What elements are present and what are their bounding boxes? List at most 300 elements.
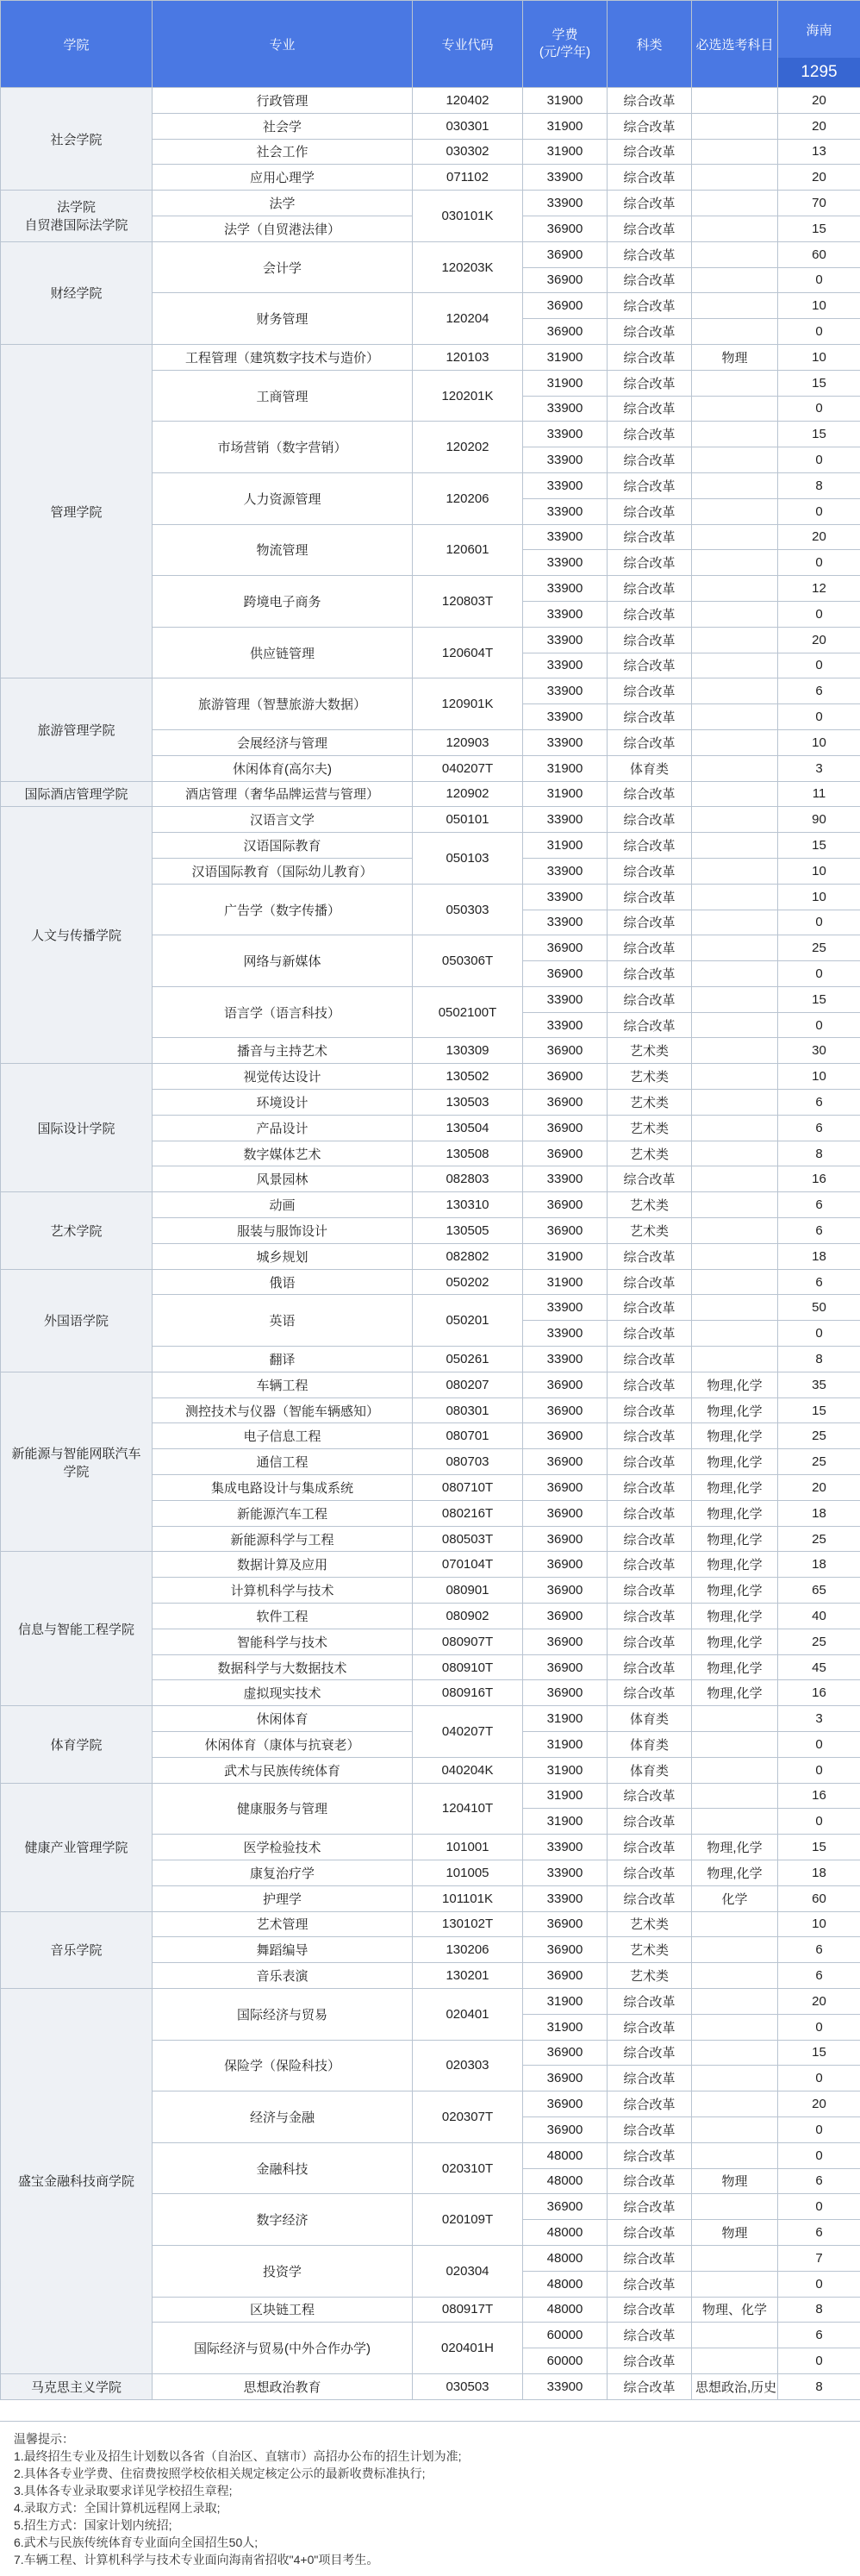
cell-quota: 11 bbox=[778, 781, 860, 807]
cell-required-subjects: 物理,化学 bbox=[692, 1835, 778, 1860]
cell-code: 050202 bbox=[413, 1269, 523, 1295]
cell-fee: 36900 bbox=[523, 961, 608, 987]
notes-panel bbox=[0, 2421, 860, 2576]
cell-category: 综合改革 bbox=[608, 1347, 692, 1372]
cell-required-subjects bbox=[692, 550, 778, 576]
cell-fee: 36900 bbox=[523, 1911, 608, 1937]
cell-required-subjects bbox=[692, 1937, 778, 1963]
cell-required-subjects bbox=[692, 1963, 778, 1989]
cell-quota: 0 bbox=[778, 2116, 860, 2142]
cell-required-subjects bbox=[692, 370, 778, 396]
cell-code: 050306T bbox=[413, 935, 523, 987]
cell-code: 020310T bbox=[413, 2142, 523, 2194]
cell-required-subjects bbox=[692, 498, 778, 524]
cell-quota: 0 bbox=[778, 498, 860, 524]
cell-category: 综合改革 bbox=[608, 191, 692, 216]
cell-quota: 18 bbox=[778, 1500, 860, 1526]
cell-fee: 36900 bbox=[523, 1526, 608, 1552]
cell-code: 0502100T bbox=[413, 986, 523, 1038]
cell-quota: 15 bbox=[778, 216, 860, 241]
cell-major: 数字媒体艺术 bbox=[153, 1141, 413, 1166]
cell-fee: 48000 bbox=[523, 2142, 608, 2168]
cell-quota: 6 bbox=[778, 2220, 860, 2246]
cell-category: 综合改革 bbox=[608, 704, 692, 730]
cell-quota: 6 bbox=[778, 678, 860, 704]
cell-category: 综合改革 bbox=[608, 2323, 692, 2348]
table-row bbox=[1, 1552, 860, 1578]
cell-required-subjects bbox=[692, 472, 778, 498]
cell-quota: 6 bbox=[778, 1269, 860, 1295]
cell-fee: 31900 bbox=[523, 1809, 608, 1835]
cell-category: 综合改革 bbox=[608, 601, 692, 627]
cell-code: 080917T bbox=[413, 2297, 523, 2323]
cell-code: 020109T bbox=[413, 2194, 523, 2246]
cell-major: 虚拟现实技术 bbox=[153, 1680, 413, 1706]
cell-quota: 13 bbox=[778, 139, 860, 165]
note-line: 2.具体各专业学费、住宿费按照学校依相关规定核定公示的最新收费标准执行; bbox=[14, 2467, 426, 2480]
cell-required-subjects bbox=[692, 1064, 778, 1090]
cell-quota: 15 bbox=[778, 2040, 860, 2066]
cell-fee: 33900 bbox=[523, 1885, 608, 1911]
table-row bbox=[1, 781, 860, 807]
cell-fee: 36900 bbox=[523, 1475, 608, 1501]
cell-fee: 36900 bbox=[523, 1604, 608, 1629]
cell-code: 130102T bbox=[413, 1911, 523, 1937]
cell-required-subjects bbox=[692, 781, 778, 807]
cell-category: 综合改革 bbox=[608, 1243, 692, 1269]
cell-required-subjects bbox=[692, 1347, 778, 1372]
cell-fee: 33900 bbox=[523, 524, 608, 550]
cell-code: 120402 bbox=[413, 88, 523, 114]
cell-required-subjects: 物理,化学 bbox=[692, 1552, 778, 1578]
cell-code: 080503T bbox=[413, 1526, 523, 1552]
cell-quota: 0 bbox=[778, 2142, 860, 2168]
cell-quota: 0 bbox=[778, 319, 860, 345]
cell-quota: 40 bbox=[778, 1604, 860, 1629]
cell-fee: 33900 bbox=[523, 550, 608, 576]
header-category: 科类 bbox=[608, 1, 692, 88]
cell-category: 综合改革 bbox=[608, 576, 692, 602]
cell-college: 国际设计学院 bbox=[1, 1064, 153, 1192]
cell-required-subjects bbox=[692, 216, 778, 241]
cell-code: 130309 bbox=[413, 1038, 523, 1064]
cell-fee: 36900 bbox=[523, 1372, 608, 1397]
cell-quota: 0 bbox=[778, 704, 860, 730]
cell-code: 050201 bbox=[413, 1295, 523, 1347]
cell-major: 跨境电子商务 bbox=[153, 576, 413, 628]
cell-required-subjects bbox=[692, 2194, 778, 2220]
cell-fee: 36900 bbox=[523, 1552, 608, 1578]
cell-category: 综合改革 bbox=[608, 139, 692, 165]
cell-quota: 12 bbox=[778, 576, 860, 602]
cell-fee: 33900 bbox=[523, 601, 608, 627]
cell-quota: 6 bbox=[778, 2323, 860, 2348]
cell-quota: 0 bbox=[778, 2014, 860, 2040]
cell-major: 新能源汽车工程 bbox=[153, 1500, 413, 1526]
cell-quota: 8 bbox=[778, 2297, 860, 2323]
cell-category: 综合改革 bbox=[608, 1835, 692, 1860]
cell-category: 综合改革 bbox=[608, 884, 692, 910]
cell-fee: 48000 bbox=[523, 2168, 608, 2194]
cell-category: 综合改革 bbox=[608, 1783, 692, 1809]
cell-required-subjects: 物理,化学 bbox=[692, 1629, 778, 1654]
table-body bbox=[1, 88, 860, 2400]
cell-required-subjects bbox=[692, 910, 778, 935]
cell-quota: 7 bbox=[778, 2245, 860, 2271]
cell-quota: 10 bbox=[778, 729, 860, 755]
cell-college: 社会学院 bbox=[1, 88, 153, 191]
cell-major: 数字经济 bbox=[153, 2194, 413, 2246]
cell-code: 120902 bbox=[413, 781, 523, 807]
cell-category: 体育类 bbox=[608, 1706, 692, 1732]
cell-fee: 36900 bbox=[523, 2040, 608, 2066]
cell-fee: 33900 bbox=[523, 498, 608, 524]
cell-code: 050303 bbox=[413, 884, 523, 935]
cell-college: 管理学院 bbox=[1, 344, 153, 678]
cell-category: 综合改革 bbox=[608, 1269, 692, 1295]
cell-fee: 36900 bbox=[523, 1090, 608, 1116]
cell-required-subjects bbox=[692, 2142, 778, 2168]
cell-category: 综合改革 bbox=[608, 986, 692, 1012]
cell-category: 综合改革 bbox=[608, 165, 692, 191]
cell-quota: 25 bbox=[778, 1423, 860, 1449]
cell-fee: 33900 bbox=[523, 910, 608, 935]
cell-fee: 33900 bbox=[523, 884, 608, 910]
cell-code: 130504 bbox=[413, 1115, 523, 1141]
cell-major: 广告学（数字传播） bbox=[153, 884, 413, 935]
cell-college: 新能源与智能网联汽车 学院 bbox=[1, 1372, 153, 1552]
cell-fee: 36900 bbox=[523, 2116, 608, 2142]
cell-required-subjects bbox=[692, 1115, 778, 1141]
cell-required-subjects bbox=[692, 1192, 778, 1218]
cell-college: 信息与智能工程学院 bbox=[1, 1552, 153, 1706]
cell-fee: 33900 bbox=[523, 472, 608, 498]
cell-quota: 6 bbox=[778, 1192, 860, 1218]
cell-major: 投资学 bbox=[153, 2245, 413, 2297]
cell-fee: 33900 bbox=[523, 807, 608, 833]
cell-code: 130310 bbox=[413, 1192, 523, 1218]
cell-fee: 33900 bbox=[523, 576, 608, 602]
cell-code: 120903 bbox=[413, 729, 523, 755]
notes-list bbox=[14, 2430, 846, 2568]
cell-major: 环境设计 bbox=[153, 1090, 413, 1116]
cell-category: 综合改革 bbox=[608, 2348, 692, 2374]
cell-code: 070104T bbox=[413, 1552, 523, 1578]
note-line: 5.招生方式：国家计划内统招; bbox=[14, 2518, 172, 2532]
cell-fee: 31900 bbox=[523, 1732, 608, 1758]
table-row bbox=[1, 2373, 860, 2399]
cell-fee: 31900 bbox=[523, 781, 608, 807]
cell-quota: 0 bbox=[778, 1012, 860, 1038]
cell-required-subjects bbox=[692, 833, 778, 859]
cell-quota: 6 bbox=[778, 1963, 860, 1989]
cell-code: 020307T bbox=[413, 2091, 523, 2143]
cell-code: 050101 bbox=[413, 807, 523, 833]
cell-code: 030301 bbox=[413, 113, 523, 139]
table-row bbox=[1, 88, 860, 114]
cell-required-subjects bbox=[692, 139, 778, 165]
cell-major: 汉语国际教育 bbox=[153, 833, 413, 859]
cell-category: 艺术类 bbox=[608, 1192, 692, 1218]
cell-required-subjects bbox=[692, 961, 778, 987]
cell-code: 120604T bbox=[413, 627, 523, 678]
cell-major: 音乐表演 bbox=[153, 1963, 413, 1989]
cell-required-subjects bbox=[692, 2014, 778, 2040]
cell-quota: 50 bbox=[778, 1295, 860, 1321]
table-row bbox=[1, 191, 860, 216]
cell-major: 休闲体育（康体与抗衰老） bbox=[153, 1732, 413, 1758]
cell-required-subjects bbox=[692, 1988, 778, 2014]
cell-college: 体育学院 bbox=[1, 1706, 153, 1783]
cell-major: 服装与服饰设计 bbox=[153, 1218, 413, 1244]
cell-required-subjects bbox=[692, 191, 778, 216]
cell-category: 综合改革 bbox=[608, 2245, 692, 2271]
cell-category: 综合改革 bbox=[608, 2091, 692, 2117]
cell-major: 应用心理学 bbox=[153, 165, 413, 191]
cell-required-subjects bbox=[692, 2116, 778, 2142]
cell-required-subjects: 物理,化学 bbox=[692, 1475, 778, 1501]
cell-quota: 3 bbox=[778, 755, 860, 781]
cell-fee: 33900 bbox=[523, 422, 608, 447]
cell-category: 综合改革 bbox=[608, 1629, 692, 1654]
cell-code: 120601 bbox=[413, 524, 523, 576]
cell-required-subjects bbox=[692, 2091, 778, 2117]
cell-major: 英语 bbox=[153, 1295, 413, 1347]
cell-required-subjects bbox=[692, 1911, 778, 1937]
cell-major: 金融科技 bbox=[153, 2142, 413, 2194]
cell-major: 视觉传达设计 bbox=[153, 1064, 413, 1090]
cell-category: 综合改革 bbox=[608, 2271, 692, 2297]
cell-quota: 35 bbox=[778, 1372, 860, 1397]
cell-major: 护理学 bbox=[153, 1885, 413, 1911]
cell-required-subjects bbox=[692, 267, 778, 293]
cell-category: 艺术类 bbox=[608, 1115, 692, 1141]
cell-category: 综合改革 bbox=[608, 319, 692, 345]
header-province bbox=[778, 1, 860, 88]
cell-major: 市场营销（数字营销） bbox=[153, 422, 413, 473]
table-row bbox=[1, 807, 860, 833]
cell-quota: 20 bbox=[778, 1475, 860, 1501]
cell-quota: 20 bbox=[778, 1988, 860, 2014]
cell-quota: 70 bbox=[778, 191, 860, 216]
cell-major: 健康服务与管理 bbox=[153, 1783, 413, 1835]
cell-fee: 36900 bbox=[523, 216, 608, 241]
province-total: 1295 bbox=[778, 58, 860, 87]
cell-category: 综合改革 bbox=[608, 2297, 692, 2323]
cell-quota: 0 bbox=[778, 1732, 860, 1758]
cell-category: 综合改革 bbox=[608, 1397, 692, 1423]
cell-required-subjects bbox=[692, 524, 778, 550]
cell-fee: 31900 bbox=[523, 1243, 608, 1269]
cell-required-subjects bbox=[692, 88, 778, 114]
cell-quota: 20 bbox=[778, 113, 860, 139]
cell-quota: 0 bbox=[778, 1809, 860, 1835]
cell-code: 080916T bbox=[413, 1680, 523, 1706]
cell-fee: 33900 bbox=[523, 1860, 608, 1885]
cell-code: 080207 bbox=[413, 1372, 523, 1397]
cell-quota: 10 bbox=[778, 293, 860, 319]
cell-required-subjects bbox=[692, 1706, 778, 1732]
cell-major: 汉语国际教育（国际幼儿教育） bbox=[153, 858, 413, 884]
cell-required-subjects: 物理,化学 bbox=[692, 1680, 778, 1706]
cell-quota: 16 bbox=[778, 1166, 860, 1192]
cell-required-subjects bbox=[692, 704, 778, 730]
cell-category: 综合改革 bbox=[608, 2066, 692, 2091]
cell-fee: 31900 bbox=[523, 755, 608, 781]
cell-fee: 36900 bbox=[523, 1064, 608, 1090]
table-row bbox=[1, 1783, 860, 1809]
cell-fee: 31900 bbox=[523, 1988, 608, 2014]
cell-category: 综合改革 bbox=[608, 241, 692, 267]
cell-code: 101001 bbox=[413, 1835, 523, 1860]
cell-category: 艺术类 bbox=[608, 1937, 692, 1963]
cell-college: 健康产业管理学院 bbox=[1, 1783, 153, 1911]
cell-major: 舞蹈编导 bbox=[153, 1937, 413, 1963]
cell-fee: 31900 bbox=[523, 113, 608, 139]
cell-quota: 65 bbox=[778, 1578, 860, 1604]
cell-required-subjects: 思想政治,历史 bbox=[692, 2373, 778, 2399]
cell-quota: 25 bbox=[778, 1526, 860, 1552]
cell-fee: 31900 bbox=[523, 1757, 608, 1783]
cell-fee: 36900 bbox=[523, 293, 608, 319]
cell-fee: 33900 bbox=[523, 1166, 608, 1192]
cell-category: 综合改革 bbox=[608, 396, 692, 422]
cell-major: 城乡规划 bbox=[153, 1243, 413, 1269]
table-row bbox=[1, 1269, 860, 1295]
cell-required-subjects bbox=[692, 729, 778, 755]
cell-category: 综合改革 bbox=[608, 910, 692, 935]
cell-required-subjects bbox=[692, 2066, 778, 2091]
cell-required-subjects bbox=[692, 1090, 778, 1116]
cell-code: 130508 bbox=[413, 1141, 523, 1166]
cell-required-subjects: 物理,化学 bbox=[692, 1500, 778, 1526]
cell-fee: 36900 bbox=[523, 2066, 608, 2091]
cell-required-subjects: 物理 bbox=[692, 344, 778, 370]
cell-quota: 10 bbox=[778, 344, 860, 370]
cell-required-subjects bbox=[692, 319, 778, 345]
cell-fee: 33900 bbox=[523, 627, 608, 653]
cell-code: 080710T bbox=[413, 1475, 523, 1501]
cell-quota: 0 bbox=[778, 2271, 860, 2297]
cell-quota: 20 bbox=[778, 524, 860, 550]
cell-category: 综合改革 bbox=[608, 498, 692, 524]
cell-required-subjects bbox=[692, 241, 778, 267]
cell-fee: 36900 bbox=[523, 1038, 608, 1064]
cell-fee: 33900 bbox=[523, 653, 608, 678]
cell-category: 综合改革 bbox=[608, 1988, 692, 2014]
cell-quota: 60 bbox=[778, 1885, 860, 1911]
cell-category: 综合改革 bbox=[608, 1372, 692, 1397]
cell-code: 040207T bbox=[413, 755, 523, 781]
cell-quota: 60 bbox=[778, 241, 860, 267]
cell-fee: 60000 bbox=[523, 2348, 608, 2374]
cell-quota: 0 bbox=[778, 396, 860, 422]
cell-major: 保险学（保险科技） bbox=[153, 2040, 413, 2091]
cell-quota: 15 bbox=[778, 1397, 860, 1423]
cell-category: 综合改革 bbox=[608, 1604, 692, 1629]
cell-required-subjects bbox=[692, 2323, 778, 2348]
cell-quota: 15 bbox=[778, 986, 860, 1012]
cell-required-subjects: 物理,化学 bbox=[692, 1372, 778, 1397]
cell-major: 数据科学与大数据技术 bbox=[153, 1654, 413, 1680]
cell-major: 通信工程 bbox=[153, 1449, 413, 1475]
cell-required-subjects bbox=[692, 884, 778, 910]
cell-quota: 0 bbox=[778, 267, 860, 293]
cell-major: 电子信息工程 bbox=[153, 1423, 413, 1449]
cell-required-subjects: 物理 bbox=[692, 2168, 778, 2194]
cell-quota: 15 bbox=[778, 1835, 860, 1860]
cell-category: 综合改革 bbox=[608, 627, 692, 653]
cell-category: 综合改革 bbox=[608, 1860, 692, 1885]
cell-code: 120103 bbox=[413, 344, 523, 370]
cell-major: 语言学（语言科技） bbox=[153, 986, 413, 1038]
cell-fee: 31900 bbox=[523, 833, 608, 859]
cell-category: 艺术类 bbox=[608, 1038, 692, 1064]
cell-fee: 60000 bbox=[523, 2323, 608, 2348]
cell-code: 120204 bbox=[413, 293, 523, 345]
cell-major: 计算机科学与技术 bbox=[153, 1578, 413, 1604]
cell-major: 翻译 bbox=[153, 1347, 413, 1372]
cell-major: 新能源科学与工程 bbox=[153, 1526, 413, 1552]
cell-category: 综合改革 bbox=[608, 2014, 692, 2040]
cell-quota: 25 bbox=[778, 935, 860, 961]
cell-quota: 0 bbox=[778, 2066, 860, 2091]
cell-major: 网络与新媒体 bbox=[153, 935, 413, 987]
cell-required-subjects bbox=[692, 986, 778, 1012]
cell-code: 080301 bbox=[413, 1397, 523, 1423]
cell-category: 艺术类 bbox=[608, 1064, 692, 1090]
cell-quota: 15 bbox=[778, 833, 860, 859]
cell-fee: 33900 bbox=[523, 447, 608, 473]
cell-required-subjects bbox=[692, 113, 778, 139]
cell-required-subjects bbox=[692, 293, 778, 319]
cell-required-subjects bbox=[692, 447, 778, 473]
cell-quota: 16 bbox=[778, 1783, 860, 1809]
cell-fee: 31900 bbox=[523, 88, 608, 114]
cell-required-subjects bbox=[692, 2245, 778, 2271]
cell-code: 130201 bbox=[413, 1963, 523, 1989]
cell-category: 综合改革 bbox=[608, 1578, 692, 1604]
cell-fee: 33900 bbox=[523, 396, 608, 422]
cell-code: 120410T bbox=[413, 1783, 523, 1835]
cell-fee: 36900 bbox=[523, 2091, 608, 2117]
cell-fee: 33900 bbox=[523, 1295, 608, 1321]
cell-major: 思想政治教育 bbox=[153, 2373, 413, 2399]
cell-code: 080907T bbox=[413, 1629, 523, 1654]
cell-fee: 36900 bbox=[523, 1115, 608, 1141]
cell-code: 040204K bbox=[413, 1757, 523, 1783]
cell-required-subjects: 物理,化学 bbox=[692, 1860, 778, 1885]
cell-category: 体育类 bbox=[608, 1757, 692, 1783]
cell-category: 综合改革 bbox=[608, 935, 692, 961]
cell-college: 外国语学院 bbox=[1, 1269, 153, 1372]
cell-fee: 36900 bbox=[523, 1654, 608, 1680]
cell-quota: 0 bbox=[778, 910, 860, 935]
cell-quota: 10 bbox=[778, 884, 860, 910]
cell-required-subjects bbox=[692, 935, 778, 961]
cell-category: 艺术类 bbox=[608, 1911, 692, 1937]
cell-major: 休闲体育 bbox=[153, 1706, 413, 1732]
cell-category: 艺术类 bbox=[608, 1090, 692, 1116]
cell-fee: 36900 bbox=[523, 1937, 608, 1963]
cell-quota: 8 bbox=[778, 2373, 860, 2399]
province-label: 海南 bbox=[806, 22, 832, 38]
cell-major: 法学 bbox=[153, 191, 413, 216]
cell-code: 120803T bbox=[413, 576, 523, 628]
cell-fee: 33900 bbox=[523, 165, 608, 191]
cell-fee: 36900 bbox=[523, 241, 608, 267]
cell-required-subjects bbox=[692, 1243, 778, 1269]
